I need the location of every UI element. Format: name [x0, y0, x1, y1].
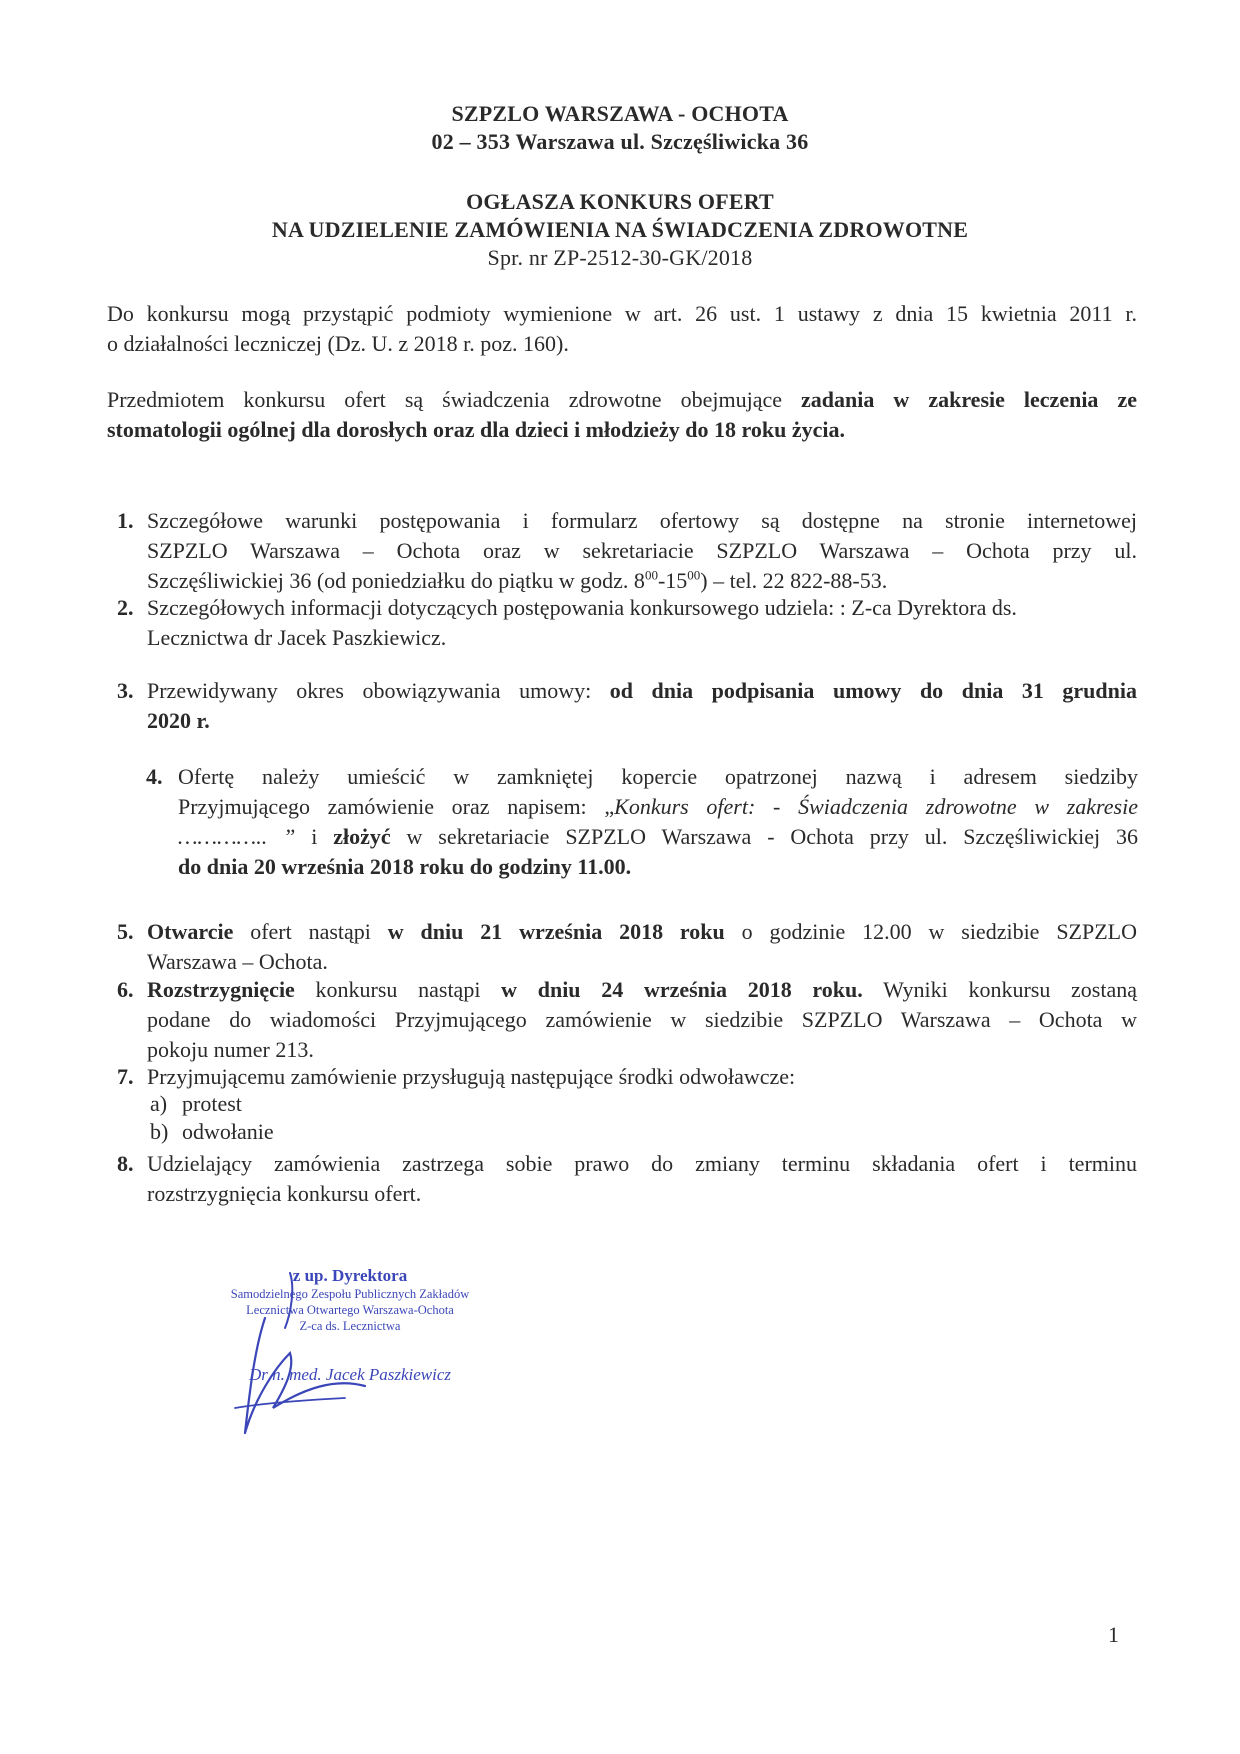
item7-line-1: Przyjmującemu zamówienie przysługują następujące środki odwoławcze: [147, 1064, 796, 1089]
item6-line-3: pokoju numer 213. [147, 1037, 314, 1062]
item1-line-2: SZPZLO Warszawa – Ochota oraz w sekretariacie SZPZLO Warszawa – Ochota przy ul. [147, 538, 1137, 563]
item1-phone: ) – tel. 22 822-88-53. [700, 568, 888, 593]
sub-item-text: odwołanie [182, 1119, 274, 1144]
announcement-subtitle: NA UDZIELENIE ZAMÓWIENIA NA ŚWIADCZENIA ZDROWOTNE [271, 217, 969, 242]
list-number: 5. [117, 919, 134, 944]
list-number: 7. [117, 1064, 134, 1089]
item5-line-1 [147, 917, 1137, 947]
item5-bold-2: w dniu 21 września 2018 roku [387, 919, 725, 944]
item1-hours-end: -15 [657, 568, 688, 593]
list-item-text [147, 593, 1137, 653]
item3-line-1 [147, 676, 1137, 706]
hour-superscript: 00 [644, 567, 658, 583]
item5-text-1: ofert nastąpi [233, 919, 388, 944]
item3-line-2: 2020 r. [147, 708, 210, 733]
stamp-title: z up. Dyrektora [292, 1266, 408, 1285]
sub-item-label: a) [150, 1091, 168, 1116]
item4-italic: Konkurs ofert: - Świadczenia zdrowotne w zakresie [614, 794, 1139, 819]
list-item-text [178, 762, 1138, 882]
list-item-text [147, 676, 1137, 736]
list-item-text [147, 917, 1137, 977]
stamp-line-2: Samodzielnego Zespołu Publicznych Zakładów [230, 1287, 470, 1301]
list-item-text [147, 1149, 1137, 1209]
item2-line-1: Szczegółowych informacji dotyczących postępowania konkursowego udziela: : Z-ca Dyrektora ds. [147, 595, 1017, 620]
list-item-text [147, 975, 1137, 1065]
item4-deadline: do dnia 20 września 2018 roku do godziny 11.00. [178, 854, 632, 879]
subject-line-1 [107, 385, 1137, 415]
case-reference: Spr. nr ZP-2512-30-GK/2018 [487, 245, 753, 270]
sub-item-label: b) [150, 1119, 169, 1144]
subject-text: Przedmiotem konkursu ofert są świadczenia zdrowotne obejmujące [107, 387, 782, 412]
item4-line-3 [178, 822, 1138, 852]
list-number: 1. [117, 508, 134, 533]
intro-line-1: Do konkursu mogą przystąpić podmioty wymienione w art. 26 ust. 1 ustawy z dnia 15 kwietnia 2011 r. [107, 301, 1137, 326]
handwritten-signature [195, 1258, 475, 1458]
subject-bold-1: zadania w zakresie leczenia ze [801, 387, 1137, 412]
item1-line-1: Szczegółowe warunki postępowania i formularz ofertowy są dostępne na stronie internetowej [147, 508, 1137, 533]
list-item-text [147, 1062, 1137, 1092]
item4-text: Przyjmującego zamówienie oraz napisem: „ [178, 794, 615, 819]
list-number: 3. [117, 678, 134, 703]
subject-line-2: stomatologii ogólnej dla dorosłych oraz dla dzieci i młodzieży do 18 roku życia. [107, 417, 845, 442]
item8-line-1: Udzielający zamówienia zastrzega sobie prawo do zmiany terminu składania ofert i terminu [147, 1151, 1137, 1176]
item1-hours-text: Szczęśliwickiej 36 (od poniedziałku do piątku w godz. 8 [147, 568, 645, 593]
item4-and: i [295, 824, 334, 849]
item6-line-1 [147, 975, 1137, 1005]
item6-text-2: Wyniki konkursu zostaną [862, 977, 1138, 1002]
list-number: 4. [146, 764, 163, 789]
announcement-title: OGŁASZA KONKURS OFERT [466, 189, 774, 214]
stamp-line-3: Lecznictwa Otwartego Warszawa-Ochota [246, 1303, 454, 1317]
item8-line-2: rozstrzygnięcia konkursu ofert. [147, 1181, 422, 1206]
sub-item-text: protest [182, 1091, 242, 1116]
item4-bold-submit: złożyć [333, 824, 391, 849]
intro-line-2: o działalności leczniczej (Dz. U. z 2018 r. poz. 160). [107, 331, 569, 356]
item6-bold-1: Rozstrzygnięcie [147, 977, 295, 1002]
item5-bold-1: Otwarcie [147, 919, 234, 944]
item6-text-1: konkursu nastąpi [294, 977, 502, 1002]
subject-paragraph [107, 385, 1137, 445]
list-number: 6. [117, 977, 134, 1002]
item6-line-2: podane do wiadomości Przyjmującego zamówienie w siedzibie SZPZLO Warszawa – Ochota w [147, 1007, 1137, 1032]
item2-line-2: Lecznictwa dr Jacek Paszkiewicz. [147, 625, 447, 650]
item4-line-1: Ofertę należy umieścić w zamkniętej kopercie opatrzonej nazwą i adresem siedziby [178, 764, 1138, 789]
list-item-text [147, 506, 1137, 596]
item3-bold-1: od dnia podpisania umowy do dnia 31 grudnia [609, 678, 1137, 703]
item5-text-2: o godzinie 12.00 w siedzibie SZPZLO [724, 919, 1137, 944]
organization-name: SZPZLO WARSZAWA - OCHOTA [451, 101, 789, 126]
item4-address: w sekretariacie SZPZLO Warszawa - Ochota przy ul. Szczęśliwickiej 36 [390, 824, 1138, 849]
sub-item-b [150, 1118, 274, 1146]
page-number: 1 [1108, 1622, 1119, 1647]
organization-address: 02 – 353 Warszawa ul. Szczęśliwicka 36 [431, 129, 809, 154]
item6-bold-2: w dniu 24 września 2018 roku. [501, 977, 863, 1002]
list-number: 8. [117, 1151, 134, 1176]
item4-dots: ………….. ” [178, 824, 296, 849]
item4-line-2 [178, 792, 1138, 822]
sub-item-a [150, 1090, 242, 1118]
intro-paragraph [107, 299, 1137, 359]
hour-superscript: 00 [687, 567, 701, 583]
item1-line-3 [147, 566, 1137, 596]
item3-text: Przewidywany okres obowiązywania umowy: [147, 678, 592, 703]
stamp-name: Dr n. med. Jacek Paszkiewicz [248, 1365, 452, 1384]
stamp-line-4: Z-ca ds. Lecznictwa [299, 1319, 401, 1333]
list-number: 2. [117, 595, 134, 620]
item5-line-2: Warszawa – Ochota. [147, 949, 328, 974]
